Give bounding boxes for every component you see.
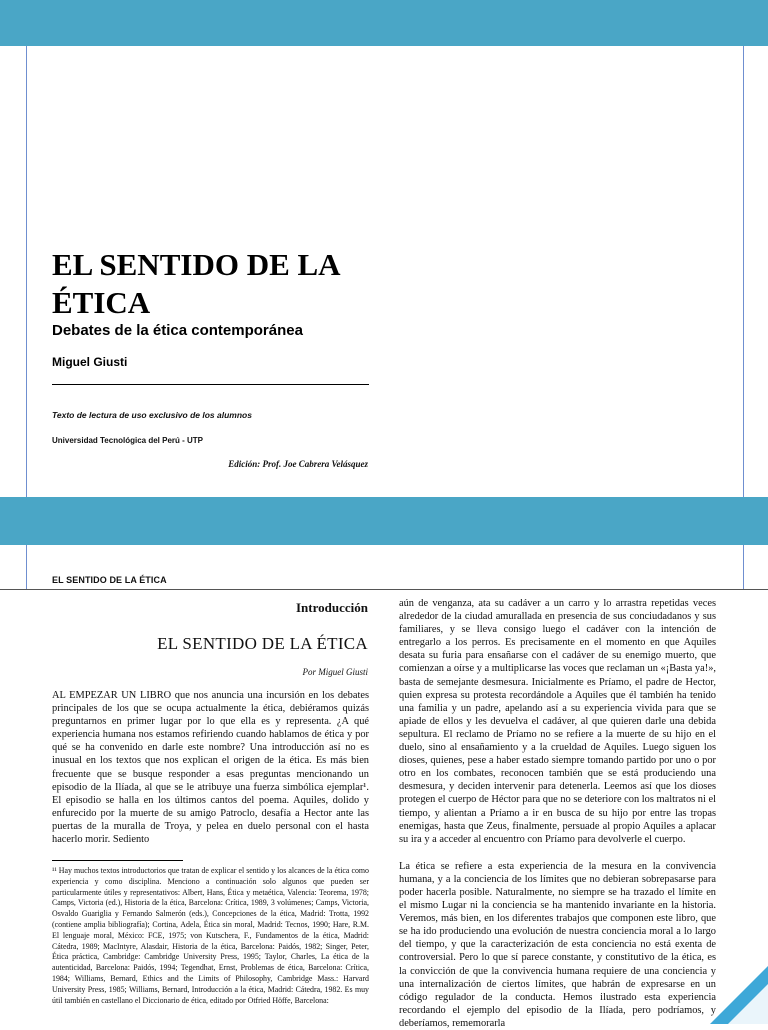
page-frame-left-line (26, 545, 27, 589)
cover-university: Universidad Tecnológica del Perú - UTP (52, 436, 203, 445)
cover-title: EL SENTIDO DE LA ÉTICA (52, 247, 339, 320)
cover-frame-left-line (26, 46, 27, 497)
cover-divider (52, 384, 369, 385)
cover-usage-note: Texto de lectura de uso exclusivo de los alumnos (52, 410, 252, 420)
right-column (399, 597, 716, 1030)
page-curl-highlight (728, 984, 768, 1024)
article-title: EL SENTIDO DE LA ÉTICA (157, 634, 368, 653)
cover-author: Miguel Giusti (52, 355, 128, 369)
section-heading: Introducción (296, 600, 368, 615)
cover-subtitle: Debates de la ética contemporánea (52, 322, 303, 339)
body-paragraph: aún de venganza, ata su cadáver a un carro y lo arrastra repetidas veces alrededor de la ciudad amurallada en presencia de sus conciudadanos y sus familiares, y se lleva consigo luego el cadáver con la intención de entregarlo a los perros. Es precisamente en el momento en que Aquiles desata su furia para ensañarse con el cadáver de su enemigo muerto, que comienzan a oírse y a multiplicarse las voces que reclaman un «¡Basta ya!», basta de semejante desmesura. Inicialmente es Príamo, el padre de Hector, quien expresa su protesta recordándole a Aquiles que él también ha tenido una familia y un padre, apelando así a su experiencia vivida para que se apiade de ellos y les devuelva el cadáver, al que quieren darle una debida sepultura. El reclamo de Príamo no se refiere a la muerte de su hijo en el duelo, sino al ensañamiento y a la crueldad de Aquiles. Luego siguen los dioses, quienes, pese a haber estado siempre tomando partido por uno o por otro en los combates, reconocen también que se está produciendo una desmesura, y deciden intervenir para detenerla. Leemos así que los dioses protegen el cuerpo de Héctor para que no se deteriore con los maltratos ni el tiempo, y alientan a Príamo a ir en busca de su hijo por entre las tropas enemigas, hasta que Zeus, finalmente, persuade al propio Aquiles a aplacar su ira y a acceder al encuentro con Príamo para devolverle el cuerpo. (399, 598, 716, 845)
running-head: EL SENTIDO DE LA ÉTICA (52, 575, 167, 585)
cover-edition: Edición: Prof. Joe Cabrera Velásquez (228, 459, 368, 469)
body-paragraph: La ética se refiere a esta experiencia de la mesura en la convivencia humana, y a la conciencia de los límites que no debieran sobrepasarse para poder hacerla posible. Naturalmente, no siempre se ha trazado el límite en el mismo Lugar ni la conciencia se ha mantenido invariante en la historia. Veremos, más bien, en los diferentes trabajos que componen este libro, que se ha ido produciendo una evolución de nuestra conciencia moral a lo largo del tiempo, y que la caracterización de esta conciencia no está exenta de controversial. Pero lo que sí parece constante, y constitutivo de la ética, es la convicción de que la convivencia humana requiere de una conciencia y una internalización de ciertos límites, que habrán de expresarse en un código regulador de la conducta. Hemos ilustrado esta experiencia recordando el ejemplo del episodio de la Ilíada, pero podríamos, y deberíamos, rememorarla (399, 860, 716, 1029)
footnote-rule (52, 860, 183, 861)
body-paragraph: AL EMPEZAR UN LIBRO que nos anuncia una incursión en los debates principales de los que se ocupa actualmente la ética, debiéramos quizás preguntarnos en primer lugar por lo que ella es y representa. ¿A qué experiencia humana nos estamos refiriendo cuando hablamos de ética y por qué se ha convenido en darle este nombre? Una introducción así no es inusual en los textos que nos explican el origen de la ética. Es más bien frecuente que se busque responder a esas preguntas mencionando un episodio de la Ilíada, al que se le atribuye una fuerza simbólica ejemplar¹. El episodio se halla en los últimos cantos del poema. Aquiles, dolido y enfurecido por la muerte de su amigo Patroclo, desafía a Hector ante las puertas de la muralla de Troya, y pelea en duelo personal con el hasta hacerlo morir. Sediento (52, 690, 369, 846)
footnote: ¹¹ Hay muchos textos introductorios que tratan de explicar el sentido y los alcances de la ética como experiencia y como disciplina. Menciono a continuación solo algunos que pueden ser particularmente útiles y representativos: Albert, Hans, Ética y metaética, Valencia: Teorema, 1978; Camps, Victoria (ed.), Historia de la ética, Barcelona: Crítica, 1989, 3 volúmenes; Camps, Victoria, Osvaldo Guariglia y Fernando Salmerón (eds.), Concepciones de la ética, Madrid: Trotta, 1992 (contiene amplia bibliografía); Cortina, Adela, Ética sin moral, Madrid: Tecnos, 1990; Hare, R.M. El lenguaje moral, México: FCE, 1975; von Kutschera, F., Fundamentos de la ética, Madrid: Cátedra, 1989; MacIntyre, Alasdair, Historia de la ética, Barcelona: Paidós, 1982; Singer, Peter, Ética práctica, Cambridge: Cambridge University Press, 1995; Taylor, Charles, La ética de la autenticidad, Barcelona: Paidós, 1994; Tegendhat, Ernst, Problemas de ética, Barcelona: Crítica, 1984; Williams, Bernard, Ethics and the Limits of Philosophy, Cambridge Mass.: Harvard University Press, 1985; Williams, Bernard, Introducción a la ética, Madrid: Cátedra, 1982. Es muy útil también en castellano el Diccionario de ética, editado por Otfried Höffe, Barcelona: (52, 866, 369, 1005)
cover-frame-right-line (743, 46, 744, 497)
page-frame-right-line (743, 545, 744, 589)
header-rule (0, 589, 768, 590)
left-column (52, 689, 369, 846)
top-color-band (0, 0, 768, 46)
middle-color-band (0, 497, 768, 545)
article-byline: Por Miguel Giusti (302, 667, 368, 677)
